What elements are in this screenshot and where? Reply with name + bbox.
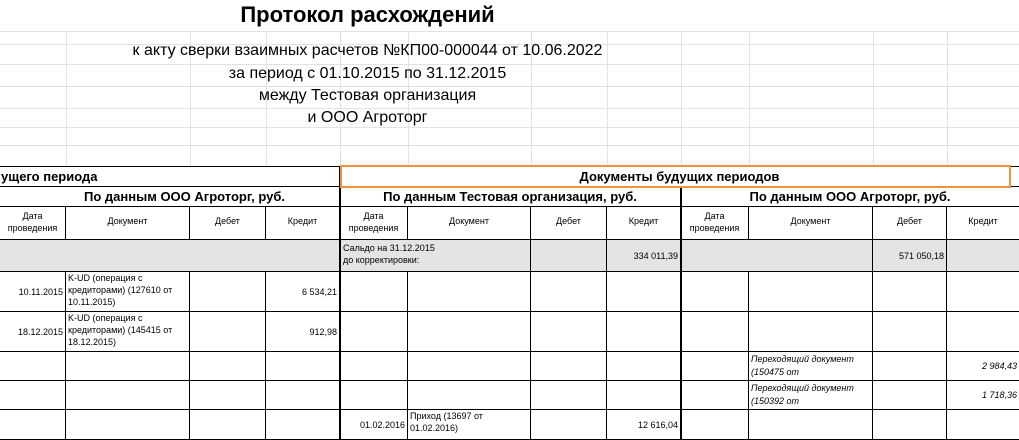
row5-document[interactable]: Приход (13697 от 01.02.2016): [408, 410, 531, 440]
row2-credit[interactable]: 912,98: [266, 312, 340, 352]
row5-cell[interactable]: [66, 410, 190, 440]
row5-cell[interactable]: [0, 410, 66, 440]
row4-cell[interactable]: [531, 381, 607, 410]
row1-cell[interactable]: [531, 272, 607, 312]
col-document-header[interactable]: Документ: [749, 207, 873, 240]
row4-cell[interactable]: [340, 381, 408, 410]
saldo-label-line1: Сальдо на 31.12.2015: [343, 243, 435, 253]
row1-cell[interactable]: [681, 272, 749, 312]
row5-cell[interactable]: [873, 410, 947, 440]
col-credit-header[interactable]: Кредит: [266, 207, 340, 240]
row3-cell[interactable]: [190, 352, 266, 381]
row4-cell[interactable]: [190, 381, 266, 410]
row5-cell[interactable]: [947, 410, 1019, 440]
col-document-header[interactable]: Документ: [408, 207, 531, 240]
saldo-agrotorg-debit[interactable]: 571 050,18: [873, 240, 947, 272]
future-periods-section[interactable]: Документы будущих периодов: [340, 167, 1019, 187]
saldo-test-org-credit[interactable]: 334 011,39: [607, 240, 681, 272]
row2-cell[interactable]: [607, 312, 681, 352]
row3-cell[interactable]: [0, 352, 66, 381]
future-agrotorg-group[interactable]: По данным ООО Агроторг, руб.: [681, 187, 1019, 207]
col-debit-header[interactable]: Дебет: [531, 207, 607, 240]
row5-cell[interactable]: [681, 410, 749, 440]
col-date-header[interactable]: Дата проведения: [681, 207, 749, 240]
row1-credit[interactable]: 6 534,21: [266, 272, 340, 312]
row5-date[interactable]: 01.02.2016: [340, 410, 408, 440]
row4-document[interactable]: Переходящий документ (150392 от: [749, 381, 873, 410]
row1-cell[interactable]: [607, 272, 681, 312]
col-document-header[interactable]: Документ: [66, 207, 190, 240]
row2-debit[interactable]: [190, 312, 266, 352]
current-period-section[interactable]: ущего периода: [0, 167, 340, 187]
left-agrotorg-group[interactable]: По данным ООО Агроторг, руб.: [0, 187, 340, 207]
row4-cell[interactable]: [873, 381, 947, 410]
row4-cell[interactable]: [607, 381, 681, 410]
col-debit-header[interactable]: Дебет: [190, 207, 266, 240]
col-debit-header[interactable]: Дебет: [873, 207, 947, 240]
row3-cell[interactable]: [681, 352, 749, 381]
row3-cell[interactable]: [531, 352, 607, 381]
row2-cell[interactable]: [947, 312, 1019, 352]
row3-cell[interactable]: [66, 352, 190, 381]
counterparty-line: и ООО Агроторг: [307, 109, 428, 126]
saldo-label[interactable]: [340, 240, 531, 272]
row2-cell[interactable]: [340, 312, 408, 352]
future-test-org-group[interactable]: По данным Тестовая организация, руб.: [340, 187, 681, 207]
act-reference: к акту сверки взаимных расчетов №КП00-000044 от 10.06.2022: [132, 42, 603, 59]
row1-document[interactable]: K-UD (операция с кредиторами) (127610 от 10.11.2015): [66, 272, 190, 312]
row2-cell[interactable]: [531, 312, 607, 352]
row3-cell[interactable]: [340, 352, 408, 381]
col-credit-header[interactable]: Кредит: [947, 207, 1019, 240]
saldo-left-block[interactable]: [0, 240, 340, 272]
row3-credit[interactable]: 2 984,43: [947, 352, 1019, 381]
protocol-title: Протокол расхождений: [240, 2, 495, 27]
saldo-label-line2: до корректировки:: [343, 255, 420, 265]
period-line: за период с 01.10.2015 по 31.12.2015: [228, 65, 507, 82]
parties-line: между Тестовая организация: [258, 87, 477, 104]
row2-document[interactable]: K-UD (операция с кредиторами) (145415 от 18.12.2015): [66, 312, 190, 352]
row1-cell[interactable]: [947, 272, 1019, 312]
row2-cell[interactable]: [749, 312, 873, 352]
col-credit-header[interactable]: Кредит: [607, 207, 681, 240]
row3-cell[interactable]: [607, 352, 681, 381]
row1-date[interactable]: 10.11.2015: [0, 272, 66, 312]
row1-debit[interactable]: [190, 272, 266, 312]
row4-credit[interactable]: 1 718,36: [947, 381, 1019, 410]
saldo-agrotorg-doc[interactable]: [681, 240, 873, 272]
row4-cell[interactable]: [66, 381, 190, 410]
row5-cell[interactable]: [531, 410, 607, 440]
row5-cell[interactable]: [190, 410, 266, 440]
row4-cell[interactable]: [0, 381, 66, 410]
row2-cell[interactable]: [873, 312, 947, 352]
row4-cell[interactable]: [266, 381, 340, 410]
row5-cell[interactable]: [266, 410, 340, 440]
col-date-header[interactable]: Дата проведения: [340, 207, 408, 240]
row4-cell[interactable]: [408, 381, 531, 410]
row5-credit[interactable]: 12 616,04: [607, 410, 681, 440]
row5-cell[interactable]: [749, 410, 873, 440]
row3-cell[interactable]: [873, 352, 947, 381]
saldo-agrotorg-credit[interactable]: [947, 240, 1019, 272]
row1-cell[interactable]: [408, 272, 531, 312]
row4-cell[interactable]: [681, 381, 749, 410]
row3-cell[interactable]: [266, 352, 340, 381]
row1-cell[interactable]: [340, 272, 408, 312]
row2-cell[interactable]: [681, 312, 749, 352]
row1-cell[interactable]: [749, 272, 873, 312]
row2-date[interactable]: 18.12.2015: [0, 312, 66, 352]
row2-cell[interactable]: [408, 312, 531, 352]
saldo-test-org-debit[interactable]: [531, 240, 607, 272]
row3-document[interactable]: Переходящий документ (150475 от: [749, 352, 873, 381]
col-date-header[interactable]: Дата проведения: [0, 207, 66, 240]
row3-cell[interactable]: [408, 352, 531, 381]
row1-cell[interactable]: [873, 272, 947, 312]
